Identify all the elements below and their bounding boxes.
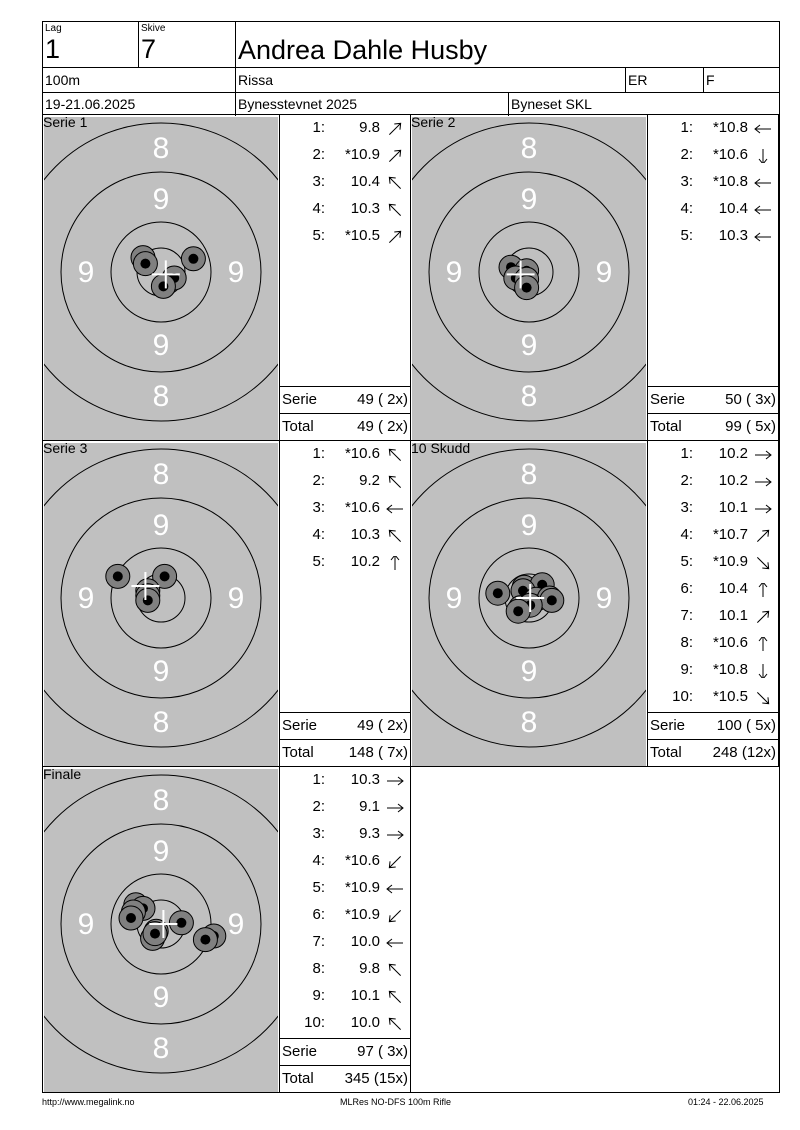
- shot-hole: [515, 276, 539, 300]
- shot-hole: [506, 599, 530, 623]
- score-column: [647, 441, 779, 767]
- shot-value: *10.6: [344, 499, 380, 516]
- shot-value: 10.3: [718, 227, 748, 244]
- shot-number: 2:: [312, 146, 325, 163]
- shot-value: *10.6: [712, 146, 748, 163]
- footer-software: MLRes NO-DFS 100m Rifle: [340, 1097, 452, 1107]
- direction-arrow-icon: [384, 801, 406, 815]
- shot-value: 9.8: [359, 960, 380, 977]
- ring-number: 8: [152, 1032, 170, 1065]
- total-sum-row: [280, 739, 410, 766]
- ring-number: 8: [152, 380, 170, 413]
- serie-label: Serie: [282, 1043, 318, 1060]
- shot-value: *10.9: [712, 553, 748, 570]
- shot-row: [280, 146, 410, 173]
- shot-value: 10.3: [350, 200, 380, 217]
- total-sum-row: [280, 1065, 410, 1092]
- shot-hole: [136, 588, 160, 612]
- shot-value: *10.7: [712, 526, 748, 543]
- shot-value: 10.3: [350, 771, 380, 788]
- shot-row: [280, 445, 410, 472]
- serie-sum-row: [280, 1038, 410, 1065]
- target-panel: [412, 443, 646, 767]
- shot-value: 10.4: [718, 200, 748, 217]
- shot-row: [280, 472, 410, 499]
- total-label: Total: [282, 418, 314, 435]
- shot-value: 9.1: [359, 798, 380, 815]
- score-column: [647, 115, 779, 441]
- event-name: Bynesstevnet 2025: [238, 96, 358, 112]
- ring-number: 8: [152, 458, 170, 491]
- target-panel: [44, 443, 278, 767]
- total-value: 99 ( 5x): [725, 418, 776, 435]
- shot-number: 3:: [312, 499, 325, 516]
- shot-number: 1:: [312, 445, 325, 462]
- shot-row: [280, 119, 410, 146]
- footer-timestamp: 01:24 - 22.06.2025: [688, 1097, 764, 1107]
- panel-divider: [42, 1092, 411, 1093]
- divider: [235, 22, 236, 116]
- ring-number: 9: [595, 582, 613, 615]
- serie-label: Serie: [282, 717, 318, 734]
- shot-row: [280, 933, 410, 960]
- direction-arrow-icon: [384, 122, 406, 136]
- shot-row: [280, 771, 410, 798]
- shot-number: 1:: [312, 119, 325, 136]
- shot-value: *10.5: [712, 688, 748, 705]
- shot-hole: [133, 252, 157, 276]
- direction-arrow-icon: [752, 691, 774, 705]
- ring-number: 9: [520, 183, 538, 216]
- shot-hole: [181, 247, 205, 271]
- ring-number: 8: [520, 380, 538, 413]
- shot-row: [648, 688, 778, 715]
- ring-number: 9: [77, 582, 95, 615]
- shot-row: [280, 987, 410, 1014]
- ring-number: 9: [77, 908, 95, 941]
- shot-number: 9:: [312, 987, 325, 1004]
- shot-row: [280, 798, 410, 825]
- score-column: [279, 767, 411, 1093]
- serie-sum-row: [280, 712, 410, 739]
- target-panel: [44, 769, 278, 1093]
- total-label: Total: [650, 418, 682, 435]
- ring-number: 9: [595, 256, 613, 289]
- shot-value: *10.9: [344, 146, 380, 163]
- target-face: [44, 117, 278, 441]
- serie-value: 49 ( 2x): [357, 391, 408, 408]
- series-title: Serie 3: [43, 440, 88, 456]
- target-panel: [44, 117, 278, 441]
- shot-number: 5:: [312, 553, 325, 570]
- shot-value: 10.1: [718, 607, 748, 624]
- ring-number: 9: [77, 256, 95, 289]
- shot-number: 4:: [312, 852, 325, 869]
- target-face: [412, 443, 646, 767]
- shot-value: *10.5: [344, 227, 380, 244]
- direction-arrow-icon: [752, 203, 774, 217]
- direction-arrow-icon: [752, 475, 774, 489]
- shot-row: [280, 825, 410, 852]
- shot-row: [280, 1014, 410, 1041]
- shot-value: 10.0: [350, 933, 380, 950]
- ring-number: 9: [152, 655, 170, 688]
- divider: [43, 67, 780, 68]
- series-title: Serie 2: [411, 114, 456, 130]
- dates: 19-21.06.2025: [45, 96, 136, 112]
- shot-number: 1:: [312, 771, 325, 788]
- direction-arrow-icon: [384, 909, 406, 923]
- shot-number: 8:: [312, 960, 325, 977]
- shot-row: [280, 960, 410, 987]
- frame-right-lower: [779, 766, 780, 1093]
- ring-number: 8: [520, 706, 538, 739]
- ring-number: 9: [445, 582, 463, 615]
- shot-value: 9.8: [359, 119, 380, 136]
- direction-arrow-icon: [384, 149, 406, 163]
- shot-row: [648, 526, 778, 553]
- series-title: Finale: [43, 766, 82, 782]
- total-value: 148 ( 7x): [348, 744, 408, 761]
- lag-value: 1: [45, 34, 61, 64]
- direction-arrow-icon: [752, 664, 774, 678]
- direction-arrow-icon: [384, 529, 406, 543]
- shot-number: 3:: [680, 173, 693, 190]
- target-face: [44, 443, 278, 767]
- shot-value: 10.4: [718, 580, 748, 597]
- shot-value: *10.6: [712, 634, 748, 651]
- shot-hole: [151, 274, 175, 298]
- total-value: 248 (12x): [712, 744, 776, 761]
- club: Rissa: [238, 72, 274, 88]
- target-face: [44, 769, 278, 1093]
- shot-value: 10.3: [350, 526, 380, 543]
- direction-arrow-icon: [384, 855, 406, 869]
- shot-value: *10.9: [344, 879, 380, 896]
- serie-label: Serie: [650, 717, 686, 734]
- shot-number: 7:: [680, 607, 693, 624]
- ring-number: 9: [520, 509, 538, 542]
- shot-row: [280, 200, 410, 227]
- direction-arrow-icon: [384, 1017, 406, 1031]
- total-value: 49 ( 2x): [357, 418, 408, 435]
- shot-value: *10.9: [344, 906, 380, 923]
- footer-url: http://www.megalink.no: [42, 1097, 135, 1107]
- direction-arrow-icon: [384, 828, 406, 842]
- shot-row: [648, 227, 778, 254]
- serie-label: Serie: [282, 391, 318, 408]
- total-label: Total: [282, 1070, 314, 1087]
- shot-number: 3:: [680, 499, 693, 516]
- shot-value: 9.2: [359, 472, 380, 489]
- lag-label: Lag: [45, 23, 62, 34]
- shot-number: 9:: [680, 661, 693, 678]
- shot-number: 8:: [680, 634, 693, 651]
- shot-row: [648, 553, 778, 580]
- shot-row: [648, 119, 778, 146]
- serie-label: Serie: [650, 391, 686, 408]
- ring-number: 9: [152, 329, 170, 362]
- shot-number: 3:: [312, 173, 325, 190]
- direction-arrow-icon: [752, 176, 774, 190]
- shot-number: 4:: [312, 200, 325, 217]
- series-title: 10 Skudd: [411, 440, 471, 456]
- shot-value: 10.2: [718, 445, 748, 462]
- class-f: F: [706, 72, 715, 88]
- direction-arrow-icon: [384, 176, 406, 190]
- shot-row: [648, 634, 778, 661]
- target-panel: [412, 117, 646, 441]
- ring-number: 9: [520, 655, 538, 688]
- total-label: Total: [282, 744, 314, 761]
- direction-arrow-icon: [384, 556, 406, 570]
- ring-number: 8: [520, 132, 538, 165]
- ring-number: 9: [152, 981, 170, 1014]
- shot-number: 4:: [312, 526, 325, 543]
- shot-number: 10:: [304, 1014, 325, 1031]
- shot-value: *10.8: [712, 119, 748, 136]
- target-face: [412, 117, 646, 441]
- shot-row: [648, 146, 778, 173]
- shot-hole: [106, 564, 130, 588]
- ring-number: 8: [152, 706, 170, 739]
- class-er: ER: [628, 72, 648, 88]
- shot-row: [648, 580, 778, 607]
- shot-number: 6:: [312, 906, 325, 923]
- shot-row: [648, 661, 778, 688]
- divider: [138, 22, 139, 68]
- shot-row: [648, 607, 778, 634]
- shot-value: *10.6: [344, 445, 380, 462]
- shot-value: 10.1: [718, 499, 748, 516]
- ring-number: 9: [152, 835, 170, 868]
- shot-hole: [540, 588, 564, 612]
- shot-row: [648, 472, 778, 499]
- frame-right: [779, 115, 780, 767]
- ring-number: 9: [227, 256, 245, 289]
- ring-number: 8: [520, 458, 538, 491]
- serie-sum-row: [280, 386, 410, 413]
- frame-bottom-right: [410, 1092, 780, 1093]
- shot-number: 10:: [672, 688, 693, 705]
- direction-arrow-icon: [752, 610, 774, 624]
- shot-row: [280, 499, 410, 526]
- organizer: Byneset SKL: [511, 96, 592, 112]
- shot-row: [648, 200, 778, 227]
- shot-hole: [169, 911, 193, 935]
- shot-row: [280, 553, 410, 580]
- direction-arrow-icon: [384, 882, 406, 896]
- shot-number: 4:: [680, 526, 693, 543]
- shot-value: 10.4: [350, 173, 380, 190]
- direction-arrow-icon: [384, 203, 406, 217]
- total-label: Total: [650, 744, 682, 761]
- ring-number: 9: [520, 329, 538, 362]
- shot-hole: [119, 906, 143, 930]
- shot-number: 7:: [312, 933, 325, 950]
- direction-arrow-icon: [752, 502, 774, 516]
- skive-label: Skive: [141, 23, 166, 34]
- ring-number: 9: [227, 582, 245, 615]
- direction-arrow-icon: [752, 230, 774, 244]
- direction-arrow-icon: [384, 448, 406, 462]
- direction-arrow-icon: [752, 149, 774, 163]
- shot-value: 10.0: [350, 1014, 380, 1031]
- serie-value: 50 ( 3x): [725, 391, 776, 408]
- shot-value: 10.2: [350, 553, 380, 570]
- direction-arrow-icon: [384, 502, 406, 516]
- ring-number: 9: [152, 509, 170, 542]
- direction-arrow-icon: [752, 583, 774, 597]
- divider: [703, 67, 704, 92]
- total-sum-row: [648, 413, 778, 440]
- shot-row: [280, 173, 410, 200]
- shot-number: 5:: [680, 553, 693, 570]
- shot-row: [648, 445, 778, 472]
- shot-number: 3:: [312, 825, 325, 842]
- shot-row: [280, 227, 410, 254]
- serie-value: 97 ( 3x): [357, 1043, 408, 1060]
- shot-hole: [486, 581, 510, 605]
- shot-row: [280, 906, 410, 933]
- panel-divider: [410, 766, 779, 767]
- shot-number: 2:: [312, 472, 325, 489]
- header-table: [42, 21, 780, 115]
- series-title: Serie 1: [43, 114, 88, 130]
- divider: [508, 92, 509, 116]
- distance: 100m: [45, 72, 81, 88]
- serie-sum-row: [648, 712, 778, 739]
- total-sum-row: [648, 739, 778, 766]
- ring-number: 8: [152, 132, 170, 165]
- shot-number: 1:: [680, 445, 693, 462]
- direction-arrow-icon: [384, 774, 406, 788]
- serie-sum-row: [648, 386, 778, 413]
- shooter-name: Andrea Dahle Husby: [238, 35, 488, 65]
- score-column: [279, 115, 411, 441]
- direction-arrow-icon: [384, 475, 406, 489]
- ring-number: 9: [152, 183, 170, 216]
- ring-number: 8: [152, 784, 170, 817]
- shot-number: 5:: [312, 879, 325, 896]
- serie-value: 49 ( 2x): [357, 717, 408, 734]
- total-value: 345 (15x): [344, 1070, 408, 1087]
- shot-number: 4:: [680, 200, 693, 217]
- shot-number: 6:: [680, 580, 693, 597]
- shot-number: 2:: [680, 472, 693, 489]
- ring-number: 9: [227, 908, 245, 941]
- score-column: [279, 441, 411, 767]
- ring-number: 9: [445, 256, 463, 289]
- shot-value: *10.6: [344, 852, 380, 869]
- shot-value: 10.2: [718, 472, 748, 489]
- shot-value: 10.1: [350, 987, 380, 1004]
- shot-row: [280, 852, 410, 879]
- total-sum-row: [280, 413, 410, 440]
- shot-value: *10.8: [712, 173, 748, 190]
- direction-arrow-icon: [752, 122, 774, 136]
- shot-hole: [193, 928, 217, 952]
- skive-value: 7: [141, 34, 157, 64]
- frame-left: [42, 115, 43, 1093]
- shot-value: 9.3: [359, 825, 380, 842]
- direction-arrow-icon: [384, 230, 406, 244]
- shot-number: 5:: [312, 227, 325, 244]
- shot-number: 1:: [680, 119, 693, 136]
- shot-value: *10.8: [712, 661, 748, 678]
- shot-number: 2:: [680, 146, 693, 163]
- direction-arrow-icon: [384, 963, 406, 977]
- direction-arrow-icon: [752, 448, 774, 462]
- direction-arrow-icon: [752, 529, 774, 543]
- direction-arrow-icon: [752, 637, 774, 651]
- shot-row: [648, 173, 778, 200]
- direction-arrow-icon: [384, 936, 406, 950]
- shot-row: [280, 879, 410, 906]
- shot-row: [648, 499, 778, 526]
- direction-arrow-icon: [752, 556, 774, 570]
- shot-number: 5:: [680, 227, 693, 244]
- divider: [43, 92, 780, 93]
- divider: [625, 67, 626, 92]
- shot-number: 2:: [312, 798, 325, 815]
- serie-value: 100 ( 5x): [716, 717, 776, 734]
- direction-arrow-icon: [384, 990, 406, 1004]
- shot-row: [280, 526, 410, 553]
